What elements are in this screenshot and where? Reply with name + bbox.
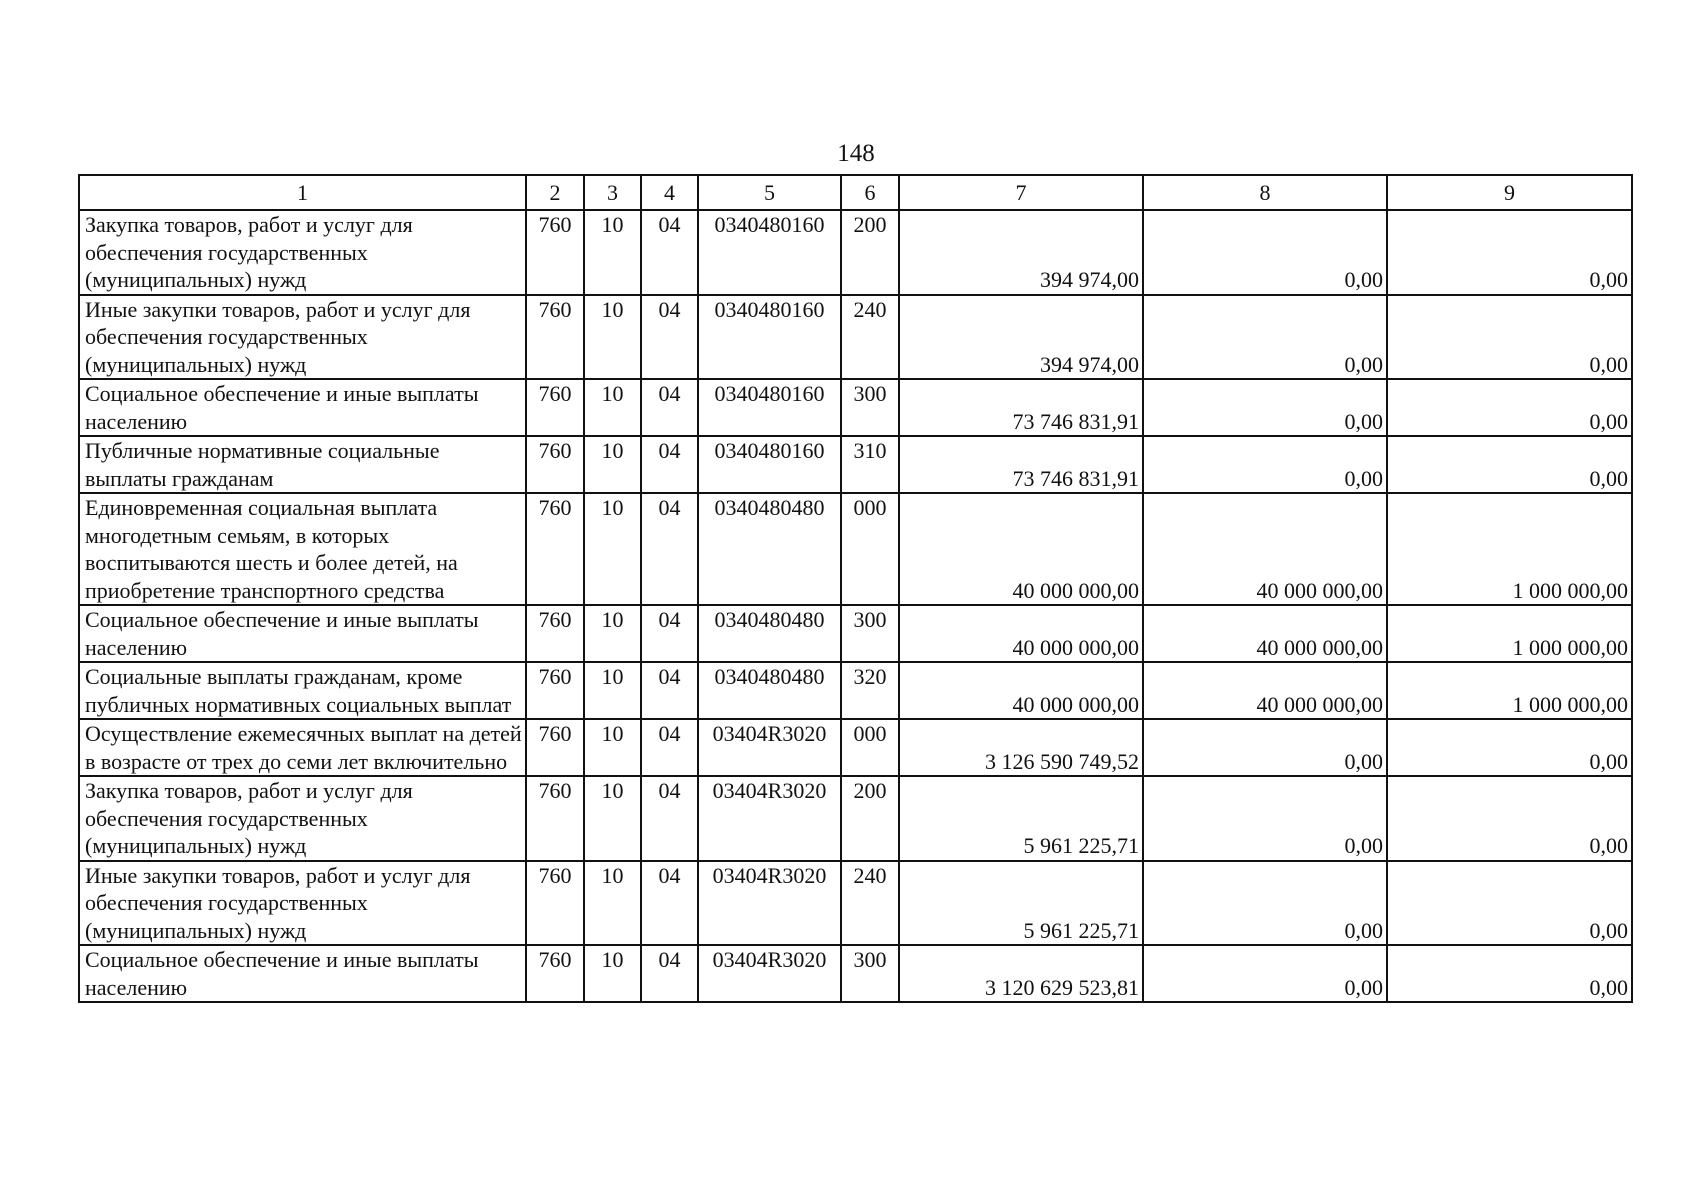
row-name: Социальное обеспечение и иные выплаты населению [79,605,526,662]
section-code: 10 [584,662,641,719]
column-header-2: 2 [526,175,584,210]
row-name: Осуществление ежемесячных выплат на детей в возрасте от трех до семи лет включительно [79,719,526,776]
table-row [79,436,1632,493]
amount-col7: 394 974,00 [899,295,1143,380]
table-row [79,295,1632,380]
subsection-code: 04 [641,605,698,662]
table-row [79,861,1632,946]
ministry-code: 760 [526,295,584,380]
amount-col9: 1 000 000,00 [1387,662,1632,719]
expense-type-code: 000 [841,719,899,776]
amount-col8: 40 000 000,00 [1143,493,1387,605]
section-code: 10 [584,379,641,436]
ministry-code: 760 [526,861,584,946]
expense-type-code: 200 [841,776,899,861]
amount-col9: 0,00 [1387,436,1632,493]
table-row [79,493,1632,605]
target-article-code: 0340480480 [698,493,841,605]
row-name: Закупка товаров, работ и услуг для обеспечения государственных (муниципальных) нужд [79,776,526,861]
amount-col8: 0,00 [1143,861,1387,946]
amount-col7: 5 961 225,71 [899,776,1143,861]
column-header-7: 7 [899,175,1143,210]
row-name: Единовременная социальная выплата многодетным семьям, в которых воспитываются шесть и более детей, на приобретение транспортного средства [79,493,526,605]
section-code: 10 [584,493,641,605]
row-name: Социальное обеспечение и иные выплаты населению [79,379,526,436]
column-header-3: 3 [584,175,641,210]
row-name: Иные закупки товаров, работ и услуг для обеспечения государственных (муниципальных) нужд [79,861,526,946]
amount-col9: 1 000 000,00 [1387,493,1632,605]
ministry-code: 760 [526,493,584,605]
amount-col9: 0,00 [1387,210,1632,295]
subsection-code: 04 [641,436,698,493]
subsection-code: 04 [641,493,698,605]
ministry-code: 760 [526,605,584,662]
row-name: Закупка товаров, работ и услуг для обеспечения государственных (муниципальных) нужд [79,210,526,295]
table-row [79,776,1632,861]
amount-col7: 73 746 831,91 [899,436,1143,493]
column-header-9: 9 [1387,175,1632,210]
expense-type-code: 300 [841,945,899,1002]
column-header-8: 8 [1143,175,1387,210]
amount-col9: 0,00 [1387,295,1632,380]
target-article-code: 03404R3020 [698,719,841,776]
subsection-code: 04 [641,662,698,719]
column-header-4: 4 [641,175,698,210]
expense-type-code: 300 [841,379,899,436]
ministry-code: 760 [526,719,584,776]
amount-col8: 40 000 000,00 [1143,605,1387,662]
section-code: 10 [584,776,641,861]
subsection-code: 04 [641,210,698,295]
row-name: Социальные выплаты гражданам, кроме публичных нормативных социальных выплат [79,662,526,719]
table-row [79,210,1632,295]
amount-col7: 3 120 629 523,81 [899,945,1143,1002]
subsection-code: 04 [641,379,698,436]
row-name: Иные закупки товаров, работ и услуг для обеспечения государственных (муниципальных) нужд [79,295,526,380]
subsection-code: 04 [641,945,698,1002]
amount-col7: 40 000 000,00 [899,662,1143,719]
amount-col8: 0,00 [1143,945,1387,1002]
subsection-code: 04 [641,295,698,380]
expense-type-code: 320 [841,662,899,719]
ministry-code: 760 [526,945,584,1002]
amount-col7: 40 000 000,00 [899,493,1143,605]
amount-col8: 0,00 [1143,210,1387,295]
amount-col7: 5 961 225,71 [899,861,1143,946]
amount-col7: 3 126 590 749,52 [899,719,1143,776]
amount-col8: 0,00 [1143,776,1387,861]
amount-col9: 1 000 000,00 [1387,605,1632,662]
ministry-code: 760 [526,776,584,861]
expense-type-code: 300 [841,605,899,662]
table-row [79,719,1632,776]
target-article-code: 0340480160 [698,295,841,380]
expense-type-code: 240 [841,861,899,946]
page-number: 148 [837,140,875,167]
amount-col8: 0,00 [1143,719,1387,776]
amount-col8: 0,00 [1143,379,1387,436]
amount-col9: 0,00 [1387,776,1632,861]
target-article-code: 0340480160 [698,210,841,295]
target-article-code: 03404R3020 [698,776,841,861]
target-article-code: 0340480160 [698,436,841,493]
amount-col7: 394 974,00 [899,210,1143,295]
target-article-code: 0340480480 [698,605,841,662]
amount-col9: 0,00 [1387,861,1632,946]
row-name: Социальное обеспечение и иные выплаты населению [79,945,526,1002]
subsection-code: 04 [641,861,698,946]
expense-type-code: 240 [841,295,899,380]
section-code: 10 [584,945,641,1002]
table-row [79,605,1632,662]
expense-type-code: 200 [841,210,899,295]
section-code: 10 [584,605,641,662]
amount-col9: 0,00 [1387,719,1632,776]
amount-col9: 0,00 [1387,379,1632,436]
subsection-code: 04 [641,776,698,861]
amount-col8: 0,00 [1143,436,1387,493]
column-header-6: 6 [841,175,899,210]
row-name: Публичные нормативные социальные выплаты гражданам [79,436,526,493]
target-article-code: 0340480160 [698,379,841,436]
ministry-code: 760 [526,436,584,493]
ministry-code: 760 [526,662,584,719]
table-row [79,662,1632,719]
target-article-code: 03404R3020 [698,861,841,946]
target-article-code: 0340480480 [698,662,841,719]
column-header-5: 5 [698,175,841,210]
ministry-code: 760 [526,210,584,295]
amount-col7: 40 000 000,00 [899,605,1143,662]
section-code: 10 [584,719,641,776]
amount-col7: 73 746 831,91 [899,379,1143,436]
section-code: 10 [584,295,641,380]
amount-col8: 40 000 000,00 [1143,662,1387,719]
table-row [79,379,1632,436]
section-code: 10 [584,861,641,946]
section-code: 10 [584,436,641,493]
ministry-code: 760 [526,379,584,436]
expense-type-code: 310 [841,436,899,493]
section-code: 10 [584,210,641,295]
table-header-row [79,175,1632,210]
target-article-code: 03404R3020 [698,945,841,1002]
subsection-code: 04 [641,719,698,776]
table-row [79,945,1632,1002]
amount-col9: 0,00 [1387,945,1632,1002]
amount-col8: 0,00 [1143,295,1387,380]
expense-type-code: 000 [841,493,899,605]
column-header-1: 1 [79,175,526,210]
budget-table [78,174,1633,1003]
